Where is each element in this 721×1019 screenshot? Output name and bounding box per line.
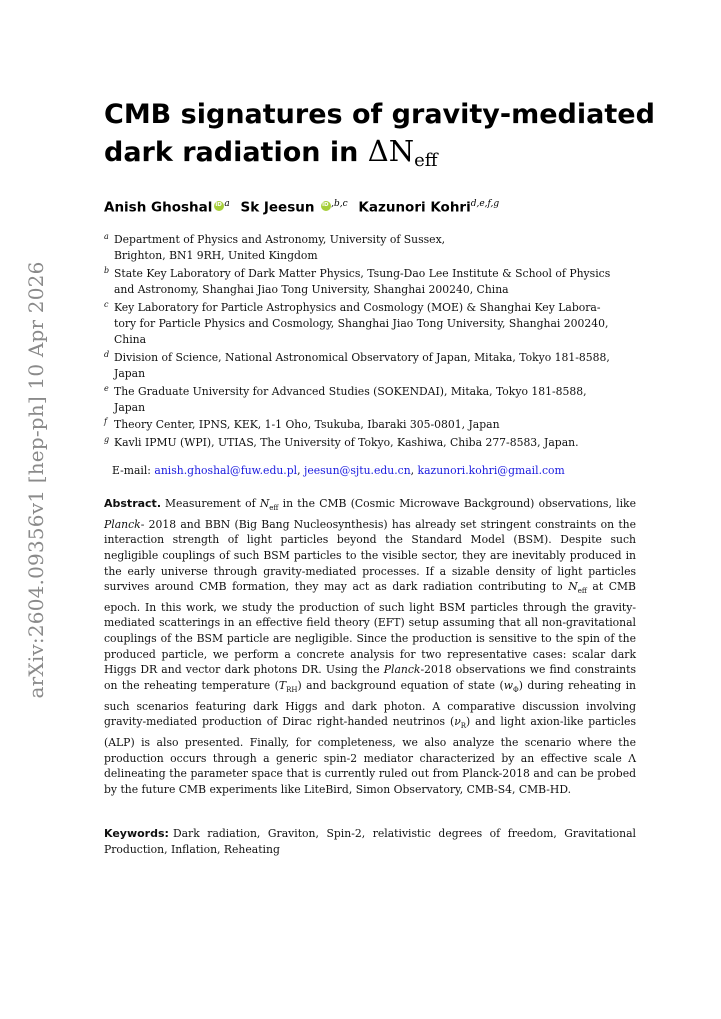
- email-label: E-mail:: [112, 464, 151, 477]
- author-name: Kazunori Kohri: [358, 199, 471, 216]
- affiliation-line: and Astronomy, Shanghai Jiao Tong University, Shanghai 200240, China: [114, 283, 509, 297]
- keywords-text: Dark radiation, Graviton, Spin-2, relativistic degrees of freedom, Gravitational Production, Inflation, Reheating: [104, 827, 636, 856]
- abstract-label: Abstract.: [104, 497, 161, 510]
- affiliation-g: [104, 435, 636, 451]
- affiliation-f: [104, 417, 636, 433]
- author-name: Anish Ghoshal: [104, 199, 213, 216]
- title-subscript: eff: [414, 150, 438, 171]
- email-line: E-mail: anish.ghoshal@fuw.edu.pl, jeesun@sjtu.edu.cn, kazunori.kohri@gmail.com: [112, 464, 565, 477]
- abstract-math: w: [503, 678, 513, 692]
- affiliation-line: tory for Particle Physics and Cosmology, Shanghai Jiao Tong University, Shanghai 200240,: [114, 317, 609, 331]
- affiliation-list: [104, 232, 636, 452]
- affiliation-line: Brighton, BN1 9RH, United Kingdom: [114, 249, 318, 263]
- abstract-math-sub: R: [460, 722, 467, 731]
- affiliation-mark: e: [104, 383, 109, 393]
- affiliation-mark: d: [104, 349, 110, 359]
- author-name: Sk Jeesun: [240, 199, 315, 216]
- affiliation-line: State Key Laboratory of Dark Matter Physics, Tsung-Dao Lee Institute & School of Physics: [114, 266, 611, 280]
- email-link-1[interactable]: anish.ghoshal@fuw.edu.pl: [154, 464, 298, 477]
- abstract: [104, 496, 636, 797]
- abstract-math-sub: Φ: [512, 686, 519, 694]
- abstract-text: -2018 observations we find constraints on the reheating temperature (: [104, 663, 636, 692]
- affiliation-line: China: [114, 333, 147, 347]
- abstract-italic: Planck: [383, 663, 421, 677]
- orcid-icon[interactable]: [321, 201, 331, 211]
- affiliation-mark: f: [104, 417, 107, 427]
- affiliation-line: Department of Physics and Astronomy, University of Sussex,: [114, 233, 446, 246]
- affiliation-a: [104, 232, 636, 265]
- paper-title: [104, 97, 664, 179]
- affiliation-mark: c: [104, 299, 109, 309]
- affiliation-line: Key Laboratory for Particle Astrophysics and Cosmology (MOE) & Shanghai Key Labora-: [114, 300, 601, 314]
- author-affil-marks: a: [224, 199, 230, 209]
- affiliation-line: Japan: [114, 367, 146, 381]
- abstract-text: ) during reheating in such scenarios featuring dark Higgs and dark photon. A comparative discussion involving gravity-mediated production of Dirac right-handed neutrinos (: [104, 678, 636, 729]
- orcid-icon[interactable]: [214, 201, 224, 211]
- affiliation-line: Theory Center, IPNS, KEK, 1-1 Oho, Tsukuba, Ibaraki 305-0801, Japan: [114, 418, 500, 432]
- affiliation-line: Division of Science, National Astronomical Observatory of Japan, Mitaka, Tokyo 181-8588,: [114, 350, 610, 364]
- author-2: [240, 199, 347, 216]
- affiliation-mark: a: [104, 232, 109, 241]
- author-1: [104, 199, 230, 216]
- abstract-math: T: [278, 678, 287, 692]
- affiliation-b: [104, 266, 636, 299]
- email-link-3[interactable]: kazunori.kohri@gmail.com: [417, 464, 565, 477]
- abstract-math: N: [259, 497, 270, 510]
- affiliation-line: Kavli IPMU (WPI), UTIAS, The University of Tokyo, Kashiwa, Chiba 277-8583, Japan.: [114, 435, 579, 449]
- abstract-italic: Planck: [104, 517, 141, 531]
- title-line-1: CMB signatures of gravity-mediated: [104, 99, 655, 130]
- title-line-2-text: dark radiation in: [104, 137, 368, 168]
- abstract-text: in the CMB (Cosmic Microwave Background) observations, like: [278, 497, 636, 510]
- keywords-label: Keywords:: [104, 827, 169, 840]
- title-line-2: [104, 133, 664, 179]
- affiliation-line: Japan: [114, 401, 146, 415]
- affiliation-d: [104, 350, 636, 383]
- abstract-math: N: [568, 580, 578, 594]
- abstract-text: ) and background equation of state (: [297, 678, 504, 692]
- abstract-text: Measurement of: [165, 497, 260, 510]
- author-affil-marks: d,e,f,g: [470, 199, 500, 209]
- abstract-text: at CMB epoch. In this work, we study the production of such light BSM particles through the gravity-mediated scatterings in an effective field theory (EFT) setup assuming that all non-gravitational couplings of the BSM particle are negligible. Since the production is sensitive to the spin of the produced particle, we perform a concrete analysis for two representative cases: scalar dark Higgs DR and vector dark photons DR. Using the: [104, 580, 636, 677]
- author-affil-marks: ,b,c: [331, 199, 348, 209]
- keywords: [104, 826, 636, 857]
- author-3: [358, 199, 499, 216]
- abstract-math-sub: eff: [269, 504, 279, 513]
- affiliation-mark: b: [104, 265, 110, 275]
- abstract-text: ) and light axion-like particles (ALP) is also presented. Finally, for completeness, we also analyze the scenario where the production occurs through a generic spin-2 mediator characterized by an effective scale Λ delineating the parameter space that is currently ruled out from Planck-2018 and can be probed by the future CMB experiments like LiteBird, Simon Observatory, CMB-S4, CMB-HD.: [104, 715, 636, 796]
- affiliation-e: [104, 384, 636, 417]
- author-list: [104, 199, 644, 216]
- affiliation-c: [104, 300, 636, 349]
- abstract-math-sub: RH: [286, 686, 298, 694]
- abstract-math: ν: [454, 715, 461, 729]
- abstract-math-sub: eff: [577, 587, 587, 596]
- arxiv-identifier[interactable]: arXiv:2604.09356v1 [hep-ph] 10 Apr 2026: [24, 261, 48, 699]
- affiliation-mark: g: [104, 434, 110, 444]
- title-delta-n-symbol: ΔN: [367, 134, 415, 168]
- email-link-2[interactable]: jeesun@sjtu.edu.cn: [303, 464, 411, 477]
- abstract-text: - 2018 and BBN (Big Bang Nucleosynthesis) has already set stringent constraints on the interaction strength of light particles beyond the Standard Model (BSM). Despite such negligible couplings of such BSM particles to the visible sector, they are inevitably produced in the early universe through gravity-mediated processes. If a sizable density of light particles survives around CMB formation, they may act as dark radiation contributing to: [104, 517, 636, 594]
- affiliation-line: The Graduate University for Advanced Studies (SOKENDAI), Mitaka, Tokyo 181-8588,: [114, 384, 587, 398]
